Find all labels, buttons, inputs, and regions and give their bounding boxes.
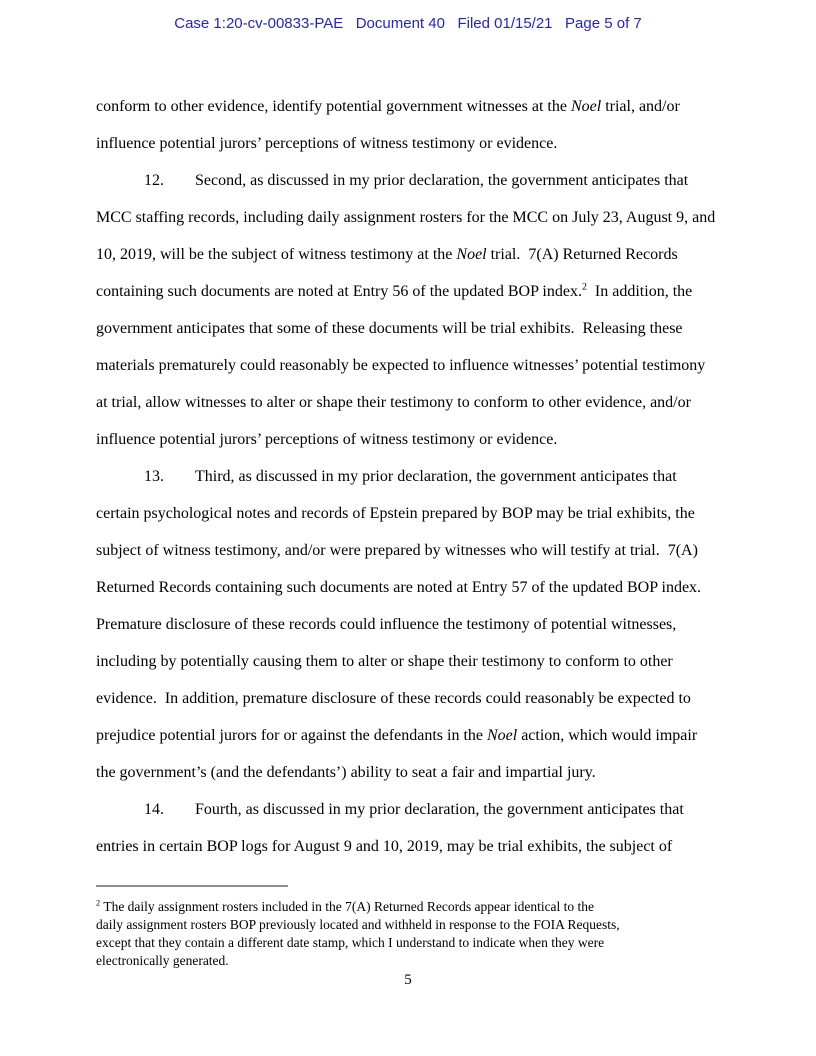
document-body — [96, 88, 736, 865]
text-segment: Second, as discussed in my prior declaration, the government anticipates that — [195, 172, 689, 189]
text-line — [96, 162, 736, 199]
text-segment: 12. — [144, 172, 164, 189]
text-segment: at trial, allow witnesses to alter or shape their testimony to conform to other evidence, and/or — [96, 394, 691, 411]
text-line — [96, 791, 736, 828]
text-line — [96, 199, 736, 236]
text-line — [96, 934, 736, 952]
text-segment: The daily assignment rosters included in the 7(A) Returned Records appear identical to the — [100, 899, 595, 914]
case-stamp: Case 1:20-cv-00833-PAE Document 40 Filed 01/15/21 Page 5 of 7 — [174, 15, 642, 32]
text-segment: 2 — [581, 281, 587, 293]
text-line — [96, 754, 736, 791]
text-segment: Noel — [570, 98, 602, 115]
text-line — [96, 384, 736, 421]
text-line — [96, 680, 736, 717]
text-line — [96, 643, 736, 680]
text-line — [96, 347, 736, 384]
text-segment: subject of witness testimony, and/or were prepared by witnesses who will testify at trial. 7(A) — [96, 542, 698, 559]
text-segment: government anticipates that some of these documents will be trial exhibits. Releasing these — [96, 320, 683, 337]
text-segment: Noel — [456, 246, 487, 263]
text-segment: trial. 7(A) Returned Records — [486, 246, 678, 263]
text-line — [96, 310, 736, 347]
text-segment: prejudice potential jurors for or against the defendants in the — [96, 727, 487, 744]
text-line — [96, 828, 736, 865]
text-line — [96, 458, 736, 495]
text-segment: Returned Records containing such documents are noted at Entry 57 of the updated BOP index. — [96, 579, 702, 596]
text-line — [96, 273, 736, 310]
footnote-separator — [96, 885, 288, 887]
text-line — [96, 495, 736, 532]
text-segment: evidence. In addition, premature disclosure of these records could reasonably be expected to — [96, 690, 691, 707]
text-line — [96, 569, 736, 606]
text-segment: Fourth, as discussed in my prior declaration, the government anticipates that — [195, 801, 684, 818]
text-segment: including by potentially causing them to alter or shape their testimony to conform to other — [96, 653, 673, 670]
text-segment: Premature disclosure of these records could influence the testimony of potential witnesses, — [96, 616, 677, 633]
text-segment: electronically generated. — [96, 953, 229, 968]
text-segment: Third, as discussed in my prior declaration, the government anticipates that — [195, 468, 677, 485]
text-line — [96, 421, 736, 458]
text-segment: 13. — [144, 468, 164, 485]
text-segment: In addition, the — [586, 283, 693, 300]
text-segment: influence potential jurors’ perceptions of witness testimony or evidence. — [96, 135, 558, 152]
text-segment: except that they contain a different date stamp, which I understand to indicate when they were — [96, 935, 605, 950]
text-line — [96, 916, 736, 934]
text-segment: 14. — [144, 801, 164, 818]
text-segment: Noel — [486, 727, 518, 744]
text-segment: influence potential jurors’ perceptions of witness testimony or evidence. — [96, 431, 558, 448]
text-line — [96, 88, 736, 125]
text-segment: trial, and/or — [601, 98, 680, 115]
text-segment: entries in certain BOP logs for August 9 and 10, 2019, may be trial exhibits, the subject of — [96, 838, 673, 855]
text-segment: 10, 2019, will be the subject of witness testimony at the — [96, 246, 457, 263]
text-segment: materials prematurely could reasonably be expected to influence witnesses’ potential testimony — [96, 357, 706, 374]
text-segment: action, which would impair — [517, 727, 698, 744]
text-line — [96, 606, 736, 643]
text-segment: 2 — [96, 898, 101, 908]
text-segment: conform to other evidence, identify potential government witnesses at the — [96, 98, 571, 115]
text-line — [96, 717, 736, 754]
page-number: 5 — [404, 972, 412, 988]
text-line — [96, 125, 736, 162]
text-segment: daily assignment rosters BOP previously located and withheld in response to the FOIA Requests, — [96, 917, 620, 932]
text-line — [96, 898, 736, 916]
text-segment: MCC staffing records, including daily assignment rosters for the MCC on July 23, August 9, and — [96, 209, 716, 226]
text-segment: certain psychological notes and records of Epstein prepared by BOP may be trial exhibits, the — [96, 505, 695, 522]
text-line — [96, 952, 736, 970]
text-line — [96, 532, 736, 569]
footnote — [96, 898, 736, 970]
text-line — [96, 236, 736, 273]
text-segment: containing such documents are noted at Entry 56 of the updated BOP index. — [96, 283, 582, 300]
text-segment: the government’s (and the defendants’) ability to seat a fair and impartial jury. — [96, 764, 596, 781]
